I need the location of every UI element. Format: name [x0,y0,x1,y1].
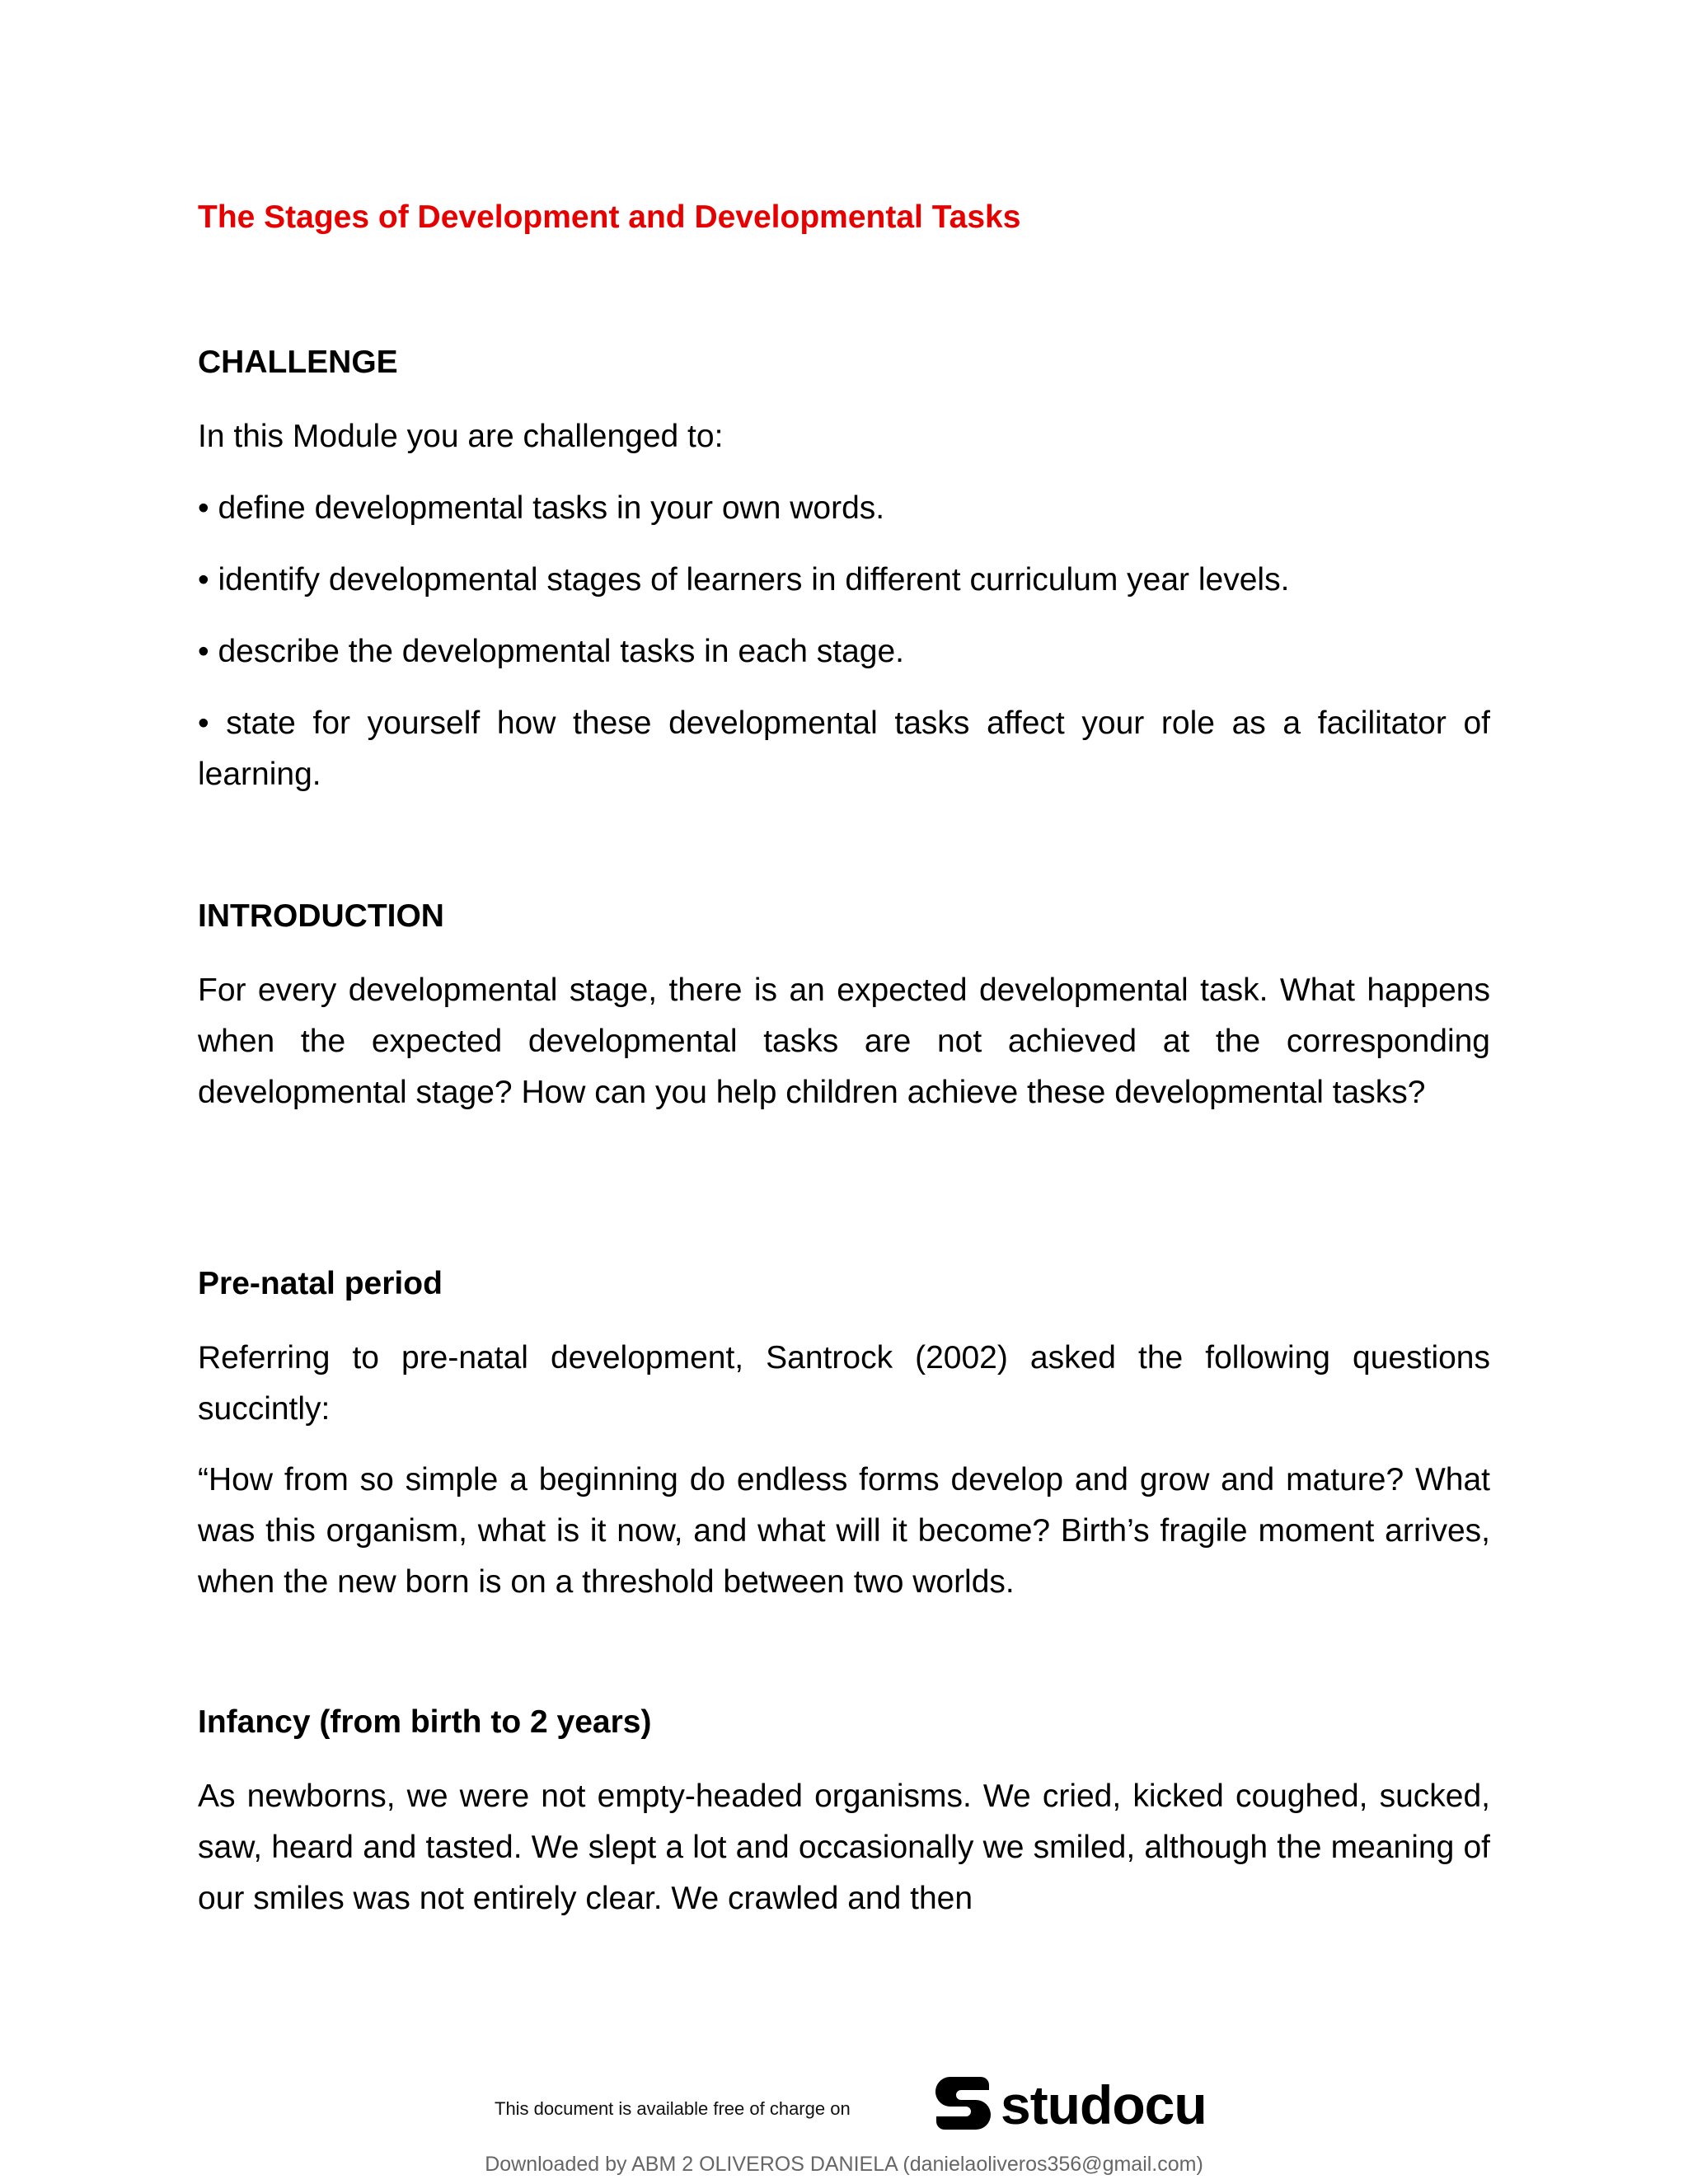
studocu-brand-name: studocu [1001,2074,1207,2135]
prenatal-text: Referring to pre-natal development, Santrock (2002) asked the following questions succintly: [198,1340,1490,1427]
challenge-heading: CHALLENGE [198,344,398,380]
challenge-bullet: • identify developmental stages of learners in different curriculum year levels. [198,562,1290,598]
download-attribution: Downloaded by ABM 2 OLIVEROS DANIELA (danielaoliveros356@gmail.com) [485,2153,1203,2176]
studocu-logo-icon [930,2072,996,2138]
challenge-bullet: • state for yourself how these developmental tasks affect your role as a facilitator of learning. [198,705,1490,792]
introduction-text: For every developmental stage, there is an expected developmental task. What happens when the expected developmental tasks are not achieved at the corresponding developmental stage? How can you help children achieve these developmental tasks? [198,972,1490,1110]
infancy-heading: Infancy (from birth to 2 years) [198,1704,652,1740]
challenge-bullet: • define developmental tasks in your own words. [198,490,885,526]
prenatal-quote: “How from so simple a beginning do endless forms develop and grow and mature? What was this organism, what is it now, and what will it become? Birth’s fragile moment arrives, when the new born is on a threshold between two worlds. [198,1462,1490,1600]
document-title: The Stages of Development and Developmental Tasks [198,199,1021,235]
introduction-heading: INTRODUCTION [198,898,444,934]
availability-notice: This document is available free of charge on [495,2098,851,2119]
studocu-logo-link[interactable] [930,2070,1207,2139]
challenge-bullet: • describe the developmental tasks in each stage. [198,634,904,669]
page-footer [0,2060,1688,2184]
challenge-intro: In this Module you are challenged to: [198,419,724,454]
prenatal-heading: Pre-natal period [198,1266,443,1301]
infancy-text: As newborns, we were not empty-headed organisms. We cried, kicked coughed, sucked, saw, heard and tasted. We slept a lot and occasionally we smiled, although the meaning of our smiles was not entirely clear. We crawled and then [198,1779,1490,1916]
